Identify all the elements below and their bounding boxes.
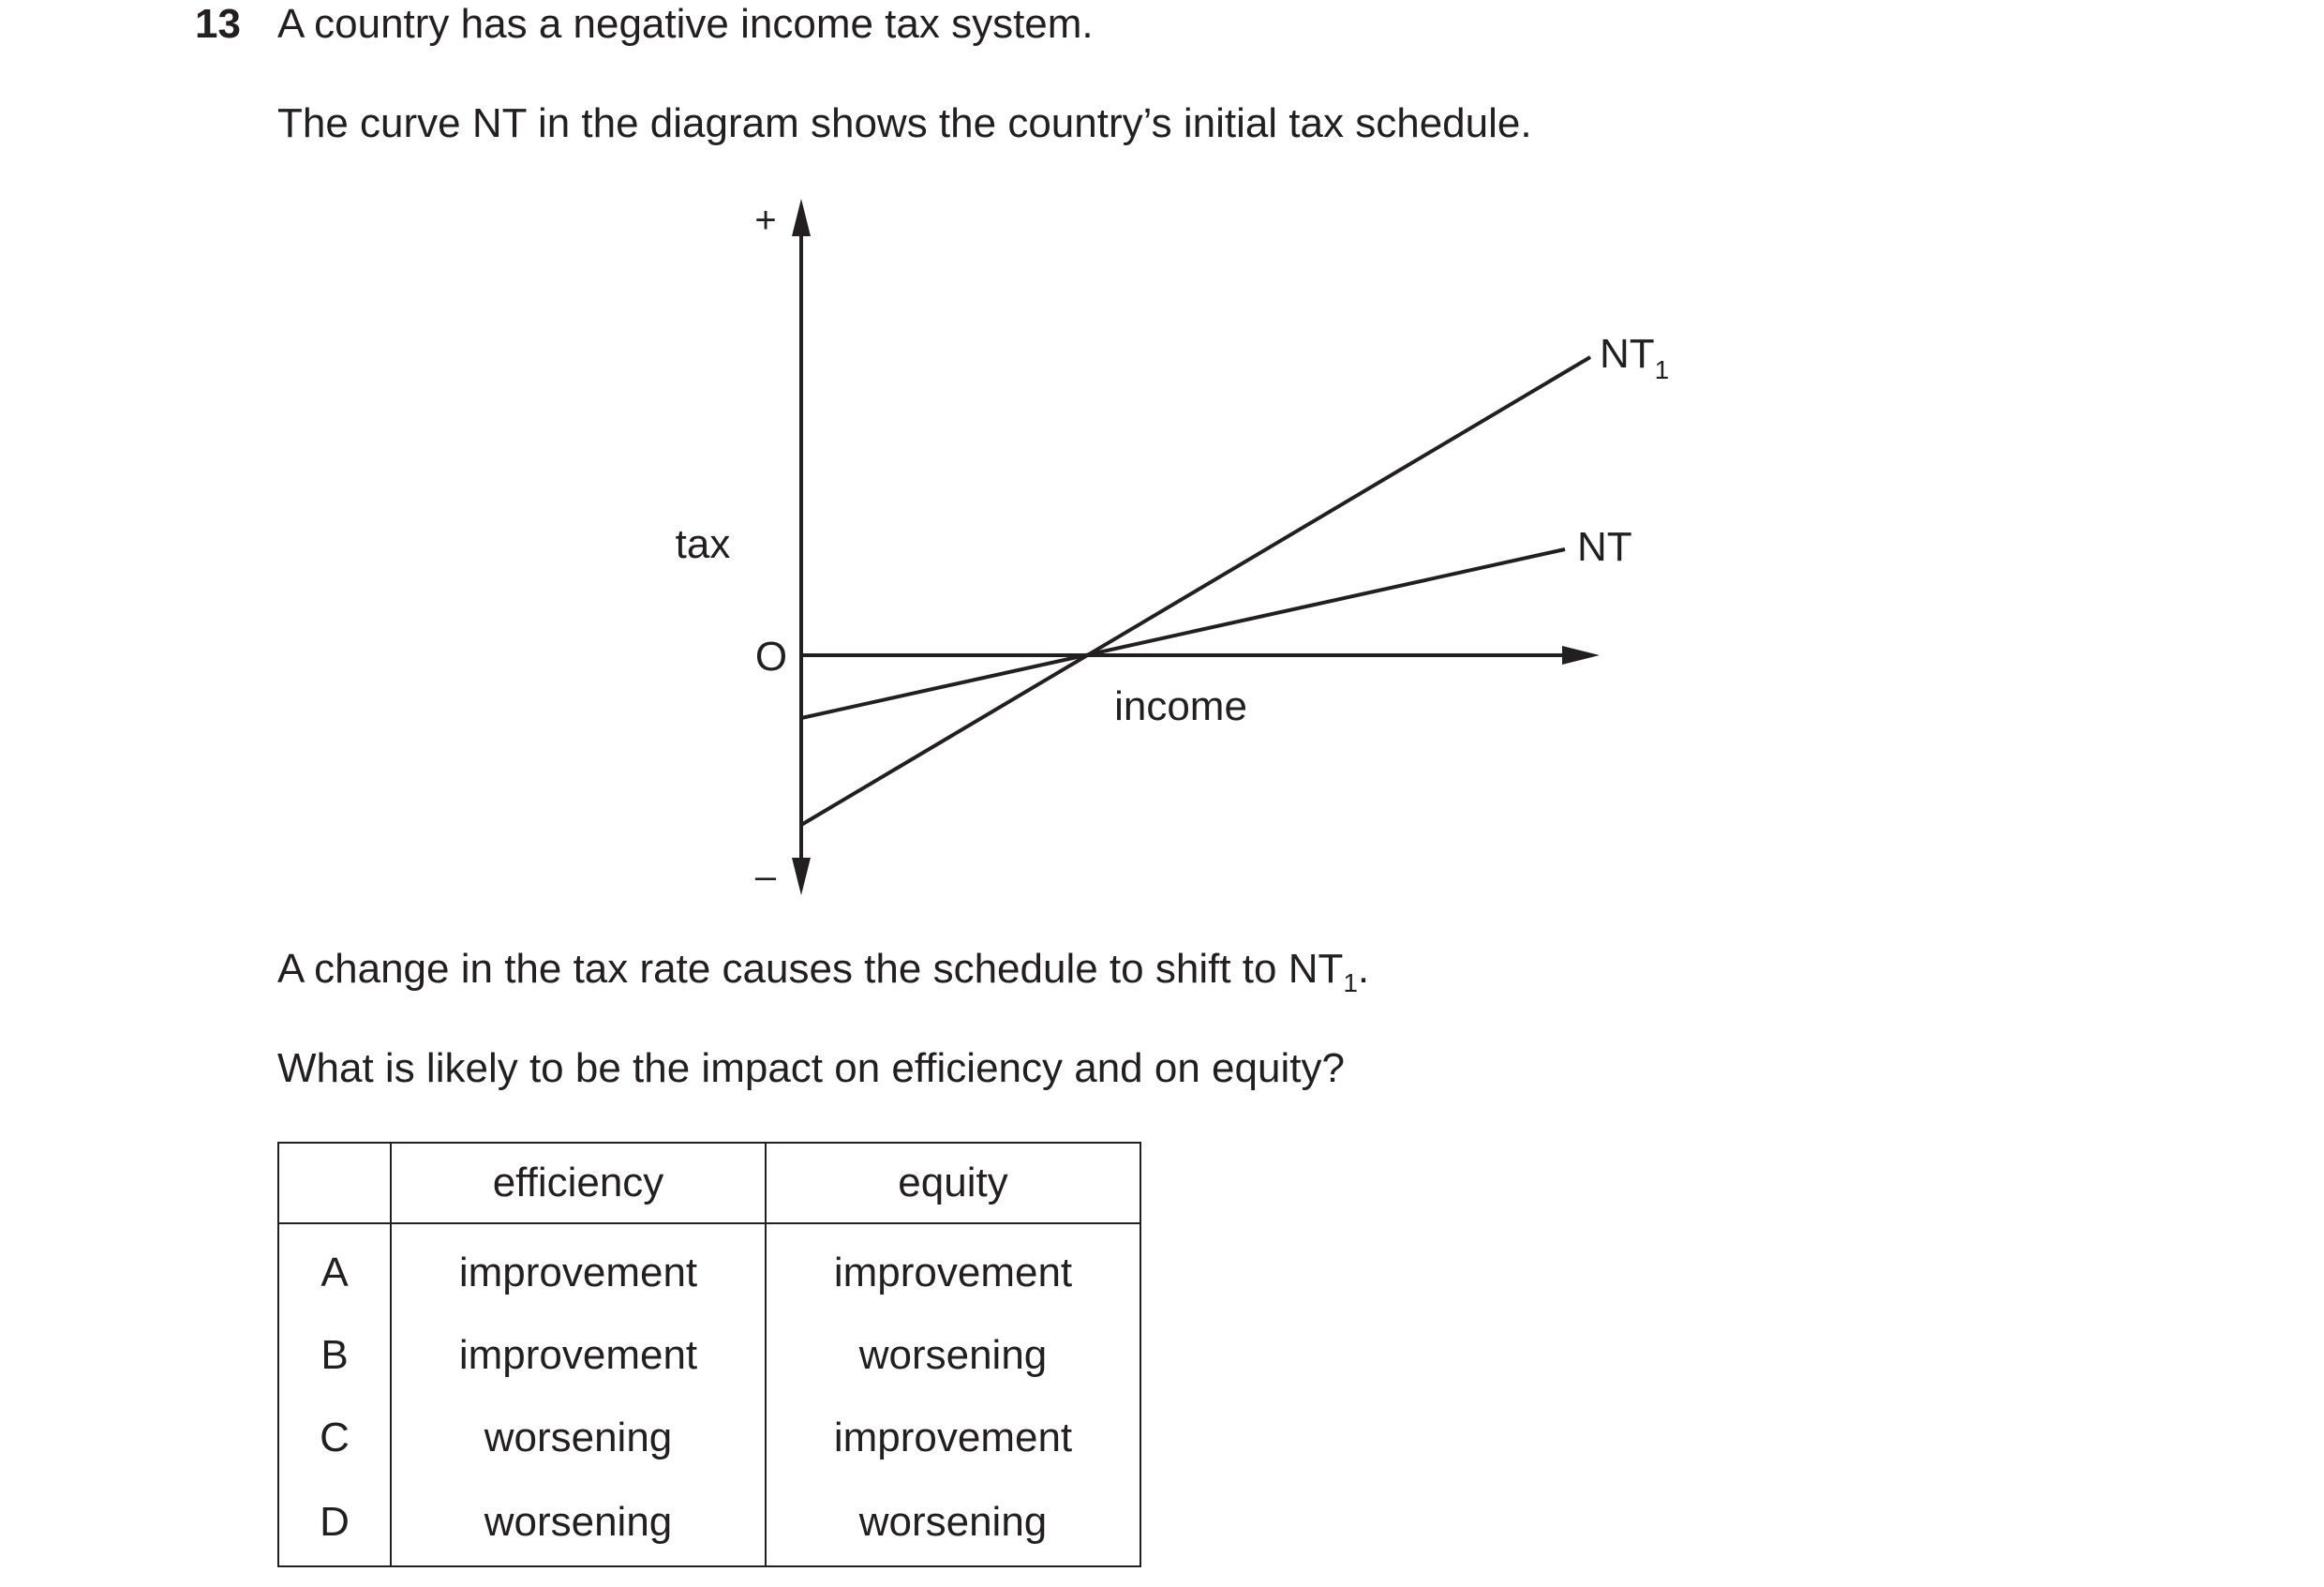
efficiency-cell: improvement	[391, 1314, 766, 1397]
minus-label: –	[754, 856, 777, 897]
diagram-caption: The curve NT in the diagram shows the country’s initial tax schedule.	[277, 100, 1532, 146]
header-efficiency: efficiency	[391, 1143, 766, 1223]
option-letter[interactable]: C	[278, 1397, 391, 1479]
table-row[interactable]	[278, 1397, 1140, 1479]
curve-nt1	[801, 357, 1590, 825]
change-text-end: .	[1357, 946, 1370, 992]
table-row[interactable]	[278, 1314, 1140, 1397]
change-text	[277, 945, 1369, 1008]
efficiency-cell: worsening	[391, 1397, 766, 1479]
income-axis-arrow	[1562, 646, 1600, 665]
table-row[interactable]	[278, 1479, 1140, 1566]
option-letter[interactable]: D	[278, 1479, 391, 1566]
question-number: 13	[195, 1, 241, 47]
answer-table	[277, 1142, 1141, 1567]
efficiency-cell: worsening	[391, 1479, 766, 1566]
question-intro: A country has a negative income tax system.	[277, 1, 1094, 47]
table-row[interactable]	[278, 1223, 1140, 1314]
tax-axis-label: tax	[675, 521, 731, 567]
option-letter[interactable]: A	[278, 1223, 391, 1314]
change-text-sub: 1	[1343, 967, 1358, 997]
change-text-main: A change in the tax rate causes the schedule to shift to NT	[277, 946, 1344, 992]
tax-axis-up-arrow	[792, 199, 811, 236]
header-equity: equity	[766, 1143, 1140, 1223]
tax-axis-down-arrow	[792, 858, 811, 895]
origin-label: O	[754, 634, 788, 680]
income-axis-label: income	[1114, 683, 1247, 729]
equity-cell: improvement	[766, 1223, 1140, 1314]
equity-cell: improvement	[766, 1397, 1140, 1479]
curve-nt1-label	[1600, 331, 1669, 384]
option-letter[interactable]: B	[278, 1314, 391, 1397]
header-option	[278, 1143, 391, 1223]
plus-label: +	[754, 200, 777, 241]
equity-cell: worsening	[766, 1479, 1140, 1566]
table-header-row	[278, 1143, 1140, 1223]
efficiency-cell: improvement	[391, 1223, 766, 1314]
curve-nt-label: NT	[1577, 524, 1632, 570]
curve-nt1-label-sub: 1	[1654, 355, 1670, 384]
curve-nt1-label-main: NT	[1600, 331, 1655, 377]
equity-cell: worsening	[766, 1314, 1140, 1397]
question-prompt: What is likely to be the impact on efficiency and on equity?	[277, 1045, 1345, 1091]
